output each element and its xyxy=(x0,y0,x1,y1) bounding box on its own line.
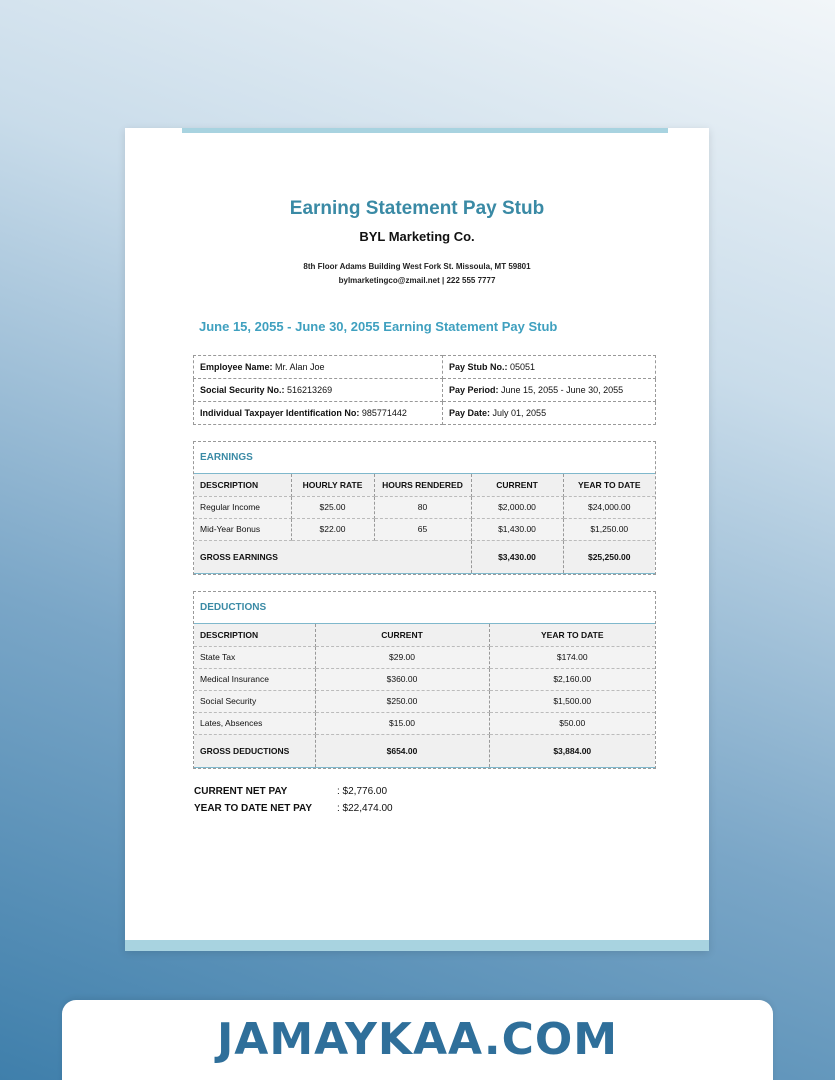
bottom-accent-bar xyxy=(125,940,709,951)
gross-earnings-row xyxy=(194,540,655,573)
table-cell: $50.00 xyxy=(489,712,655,734)
pay-date-cell: Pay Date: July 01, 2055 xyxy=(443,402,656,425)
pay-period-cell: Pay Period: June 15, 2055 - June 30, 2055 xyxy=(443,379,656,402)
table-cell: $25.00 xyxy=(291,496,374,518)
earnings-heading: EARNINGS xyxy=(194,442,655,474)
table-row xyxy=(194,712,655,734)
earnings-section xyxy=(193,441,656,575)
ytd-net-pay-value: : $22,474.00 xyxy=(337,803,393,814)
table-cell: $2,000.00 xyxy=(471,496,563,518)
table-cell: $15.00 xyxy=(315,712,489,734)
table-row xyxy=(194,668,655,690)
gross-deductions-row xyxy=(194,734,655,767)
pay-stub-cell: Pay Stub No.: 05051 xyxy=(443,356,656,379)
column-header: YEAR TO DATE xyxy=(563,474,655,496)
table-cell: GROSS EARNINGS xyxy=(194,540,471,573)
table-header-row xyxy=(194,624,655,646)
period-heading: June 15, 2055 - June 30, 2055 Earning Statement Pay Stub xyxy=(199,319,558,334)
ytd-net-pay-label: YEAR TO DATE NET PAY xyxy=(194,803,312,814)
table-row xyxy=(194,646,655,668)
column-header: YEAR TO DATE xyxy=(489,624,655,646)
table-cell: GROSS DEDUCTIONS xyxy=(194,734,315,767)
deductions-table xyxy=(194,624,655,768)
column-header: HOURLY RATE xyxy=(291,474,374,496)
table-cell: $3,430.00 xyxy=(471,540,563,573)
current-net-pay xyxy=(194,786,387,797)
deductions-section xyxy=(193,591,656,769)
table-cell: $654.00 xyxy=(315,734,489,767)
table-cell: $250.00 xyxy=(315,690,489,712)
company-name: BYL Marketing Co. xyxy=(359,229,475,244)
table-cell: $24,000.00 xyxy=(563,496,655,518)
table-row xyxy=(194,496,655,518)
company-address: 8th Floor Adams Building West Fork St. Missoula, MT 59801 xyxy=(303,262,531,271)
table-cell: $2,160.00 xyxy=(489,668,655,690)
table-cell: Mid-Year Bonus xyxy=(194,518,291,540)
footer-banner xyxy=(62,1000,773,1080)
table-cell: 65 xyxy=(374,518,471,540)
document-title: Earning Statement Pay Stub xyxy=(289,198,545,219)
column-header: DESCRIPTION xyxy=(194,624,315,646)
table-header-row xyxy=(194,474,655,496)
table-row xyxy=(194,518,655,540)
deductions-heading: DEDUCTIONS xyxy=(194,592,655,624)
table-cell: 80 xyxy=(374,496,471,518)
table-cell: $25,250.00 xyxy=(563,540,655,573)
table-cell: $1,430.00 xyxy=(471,518,563,540)
net-pay-label: CURRENT NET PAY xyxy=(194,786,288,797)
table-cell: Lates, Absences xyxy=(194,712,315,734)
table-cell: Medical Insurance xyxy=(194,668,315,690)
column-header: DESCRIPTION xyxy=(194,474,291,496)
table-cell: $22.00 xyxy=(291,518,374,540)
employee-name-cell: Employee Name: Mr. Alan Joe xyxy=(194,356,443,379)
table-cell: $174.00 xyxy=(489,646,655,668)
itin-cell: Individual Taxpayer Identification No: 985771442 xyxy=(194,402,443,425)
table-cell: $360.00 xyxy=(315,668,489,690)
table-cell: State Tax xyxy=(194,646,315,668)
column-header: CURRENT xyxy=(315,624,489,646)
employee-info-table xyxy=(193,355,656,425)
company-contact: bylmarketingco@zmail.net | 222 555 7777 xyxy=(338,276,496,285)
site-brand: JAMAYKAA.COM xyxy=(216,1014,619,1065)
table-cell: Regular Income xyxy=(194,496,291,518)
pay-stub-page xyxy=(125,128,709,951)
table-row xyxy=(194,690,655,712)
table-cell: $1,250.00 xyxy=(563,518,655,540)
table-cell: $29.00 xyxy=(315,646,489,668)
earnings-table xyxy=(194,474,655,574)
ssn-cell: Social Security No.: 516213269 xyxy=(194,379,443,402)
table-cell: $3,884.00 xyxy=(489,734,655,767)
ytd-net-pay xyxy=(194,803,393,814)
table-cell: $1,500.00 xyxy=(489,690,655,712)
column-header: HOURS RENDERED xyxy=(374,474,471,496)
table-cell: Social Security xyxy=(194,690,315,712)
top-accent-bar xyxy=(182,128,668,133)
net-pay-value: : $2,776.00 xyxy=(337,786,388,797)
column-header: CURRENT xyxy=(471,474,563,496)
